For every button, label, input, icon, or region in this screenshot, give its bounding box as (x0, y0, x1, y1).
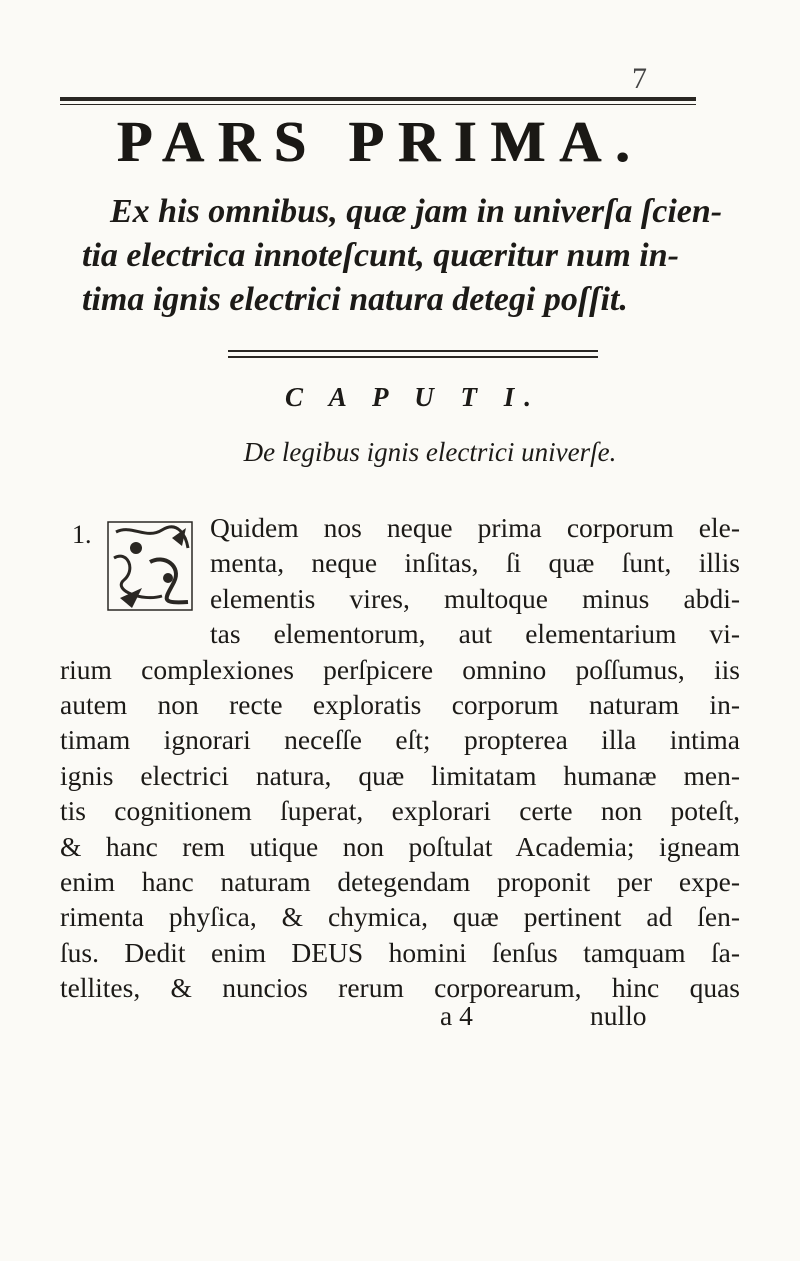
catchword: nullo (590, 1000, 647, 1031)
body-line: autem non recte exploratis corporum naturam in- (60, 689, 740, 721)
body-line: ignis electrici natura, quæ limitatam humanæ men- (60, 759, 740, 791)
middle-double-rule (228, 350, 598, 352)
body-line: tis cognitionem ſuperat, explorari certe non poteſt, (60, 795, 740, 827)
body-text (60, 510, 740, 1006)
part-summary (82, 190, 723, 322)
body-line: ſus. Dedit enim DEUS homini ſenſus tamquam ſa- (60, 936, 740, 968)
body-line: elementis vires, multoque minus abdi- (210, 582, 740, 614)
body-line: & hanc rem utique non poſtulat Academia; igneam (60, 830, 740, 862)
body-line: tellites, & nuncios rerum corporearum, hinc quas (60, 972, 740, 1004)
body-line: timam ignorari neceſſe eſt; propterea illa intima (60, 724, 740, 756)
body-line: Quidem nos neque prima corporum ele- (210, 512, 740, 543)
signature-mark: a 4 (440, 1000, 473, 1031)
page-number: 7 (632, 62, 647, 95)
top-double-rule (60, 97, 696, 101)
chapter-heading: C A P U T I. (284, 382, 541, 412)
summary-line: tia electrica innoteſcunt, quæritur num in- (82, 237, 679, 274)
body-line: menta, neque inſitas, ſi quæ ſunt, illis (210, 547, 740, 579)
summary-line: tima ignis electrici natura detegi poſſit. (82, 281, 628, 318)
chapter-subtitle: De legibus ignis electrici univerſe. (243, 437, 617, 467)
summary-line: Ex his omnibus, quæ jam in univerſa ſcien- (110, 193, 723, 230)
body-line: rium complexiones perſpicere omnino poſſumus, iis (60, 653, 740, 685)
body-line: enim hanc naturam detegendam proponit per expe- (60, 866, 740, 898)
body-line: tas elementorum, aut elementarium vi- (210, 618, 740, 650)
part-title: PARS PRIMA. (116, 109, 644, 174)
body-line: rimenta phyſica, & chymica, quæ pertinent ad ſen- (60, 901, 740, 933)
paragraph-number: 1. (72, 520, 92, 549)
